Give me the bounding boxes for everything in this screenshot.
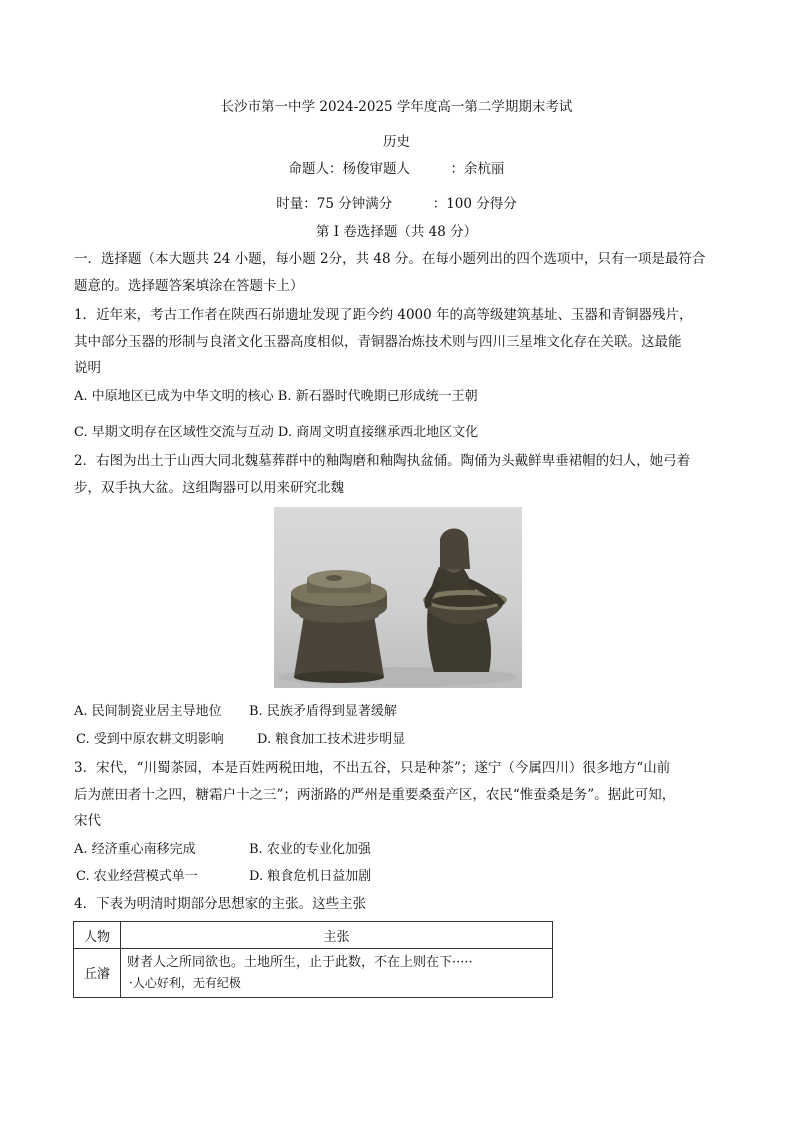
thinkers-table [73,921,553,998]
q4-stem-line1: 4．下表为明清时期部分思想家的主张。这些主张 [74,896,367,912]
q3-stem-line2: 后为蔗田者十之四，糖霜户十之三”；两浙路的严州是重要桑蚕产区，农民“惟蚕桑是务”。据此可知， [74,787,676,803]
q1-stem-line2: 其中部分玉器的形制与良渚文化玉器高度相似，青铜器冶炼技术则与四川三星堆文化存在关联。这最能 [74,334,682,350]
subject-title: 历史 [383,134,410,150]
pottery-photo [274,507,522,688]
q2-option-d: D. 粮食加工技术进步明显 [257,732,406,747]
q1-stem-line1: 1．近年来，考古工作者在陕西石峁遗址发现了距今约 4000 年的高等级建筑基址、玉器和青铜器残片， [74,307,693,323]
table-header-row [74,922,553,949]
time-line: 时量：75 分钟满分 ：100 分得分 [276,196,517,212]
table-header-claim: 主张 [121,922,553,949]
authors-line: 命题人：杨俊审题人 ：余杭丽 [288,161,505,177]
section-intro-line2: 题意的。选择题答案填涂在答题卡上） [74,278,304,294]
q3-option-a: A. 经济重心南移完成 [74,842,196,857]
table-cell-person: 丘濬 [74,949,121,998]
q3-option-d: D. 粮食危机日益加剧 [249,869,372,884]
claim-line1: 财者人之所同欲也。土地所生，止于此数，不在上则在下····· [127,955,473,970]
q1-stem-line3: 说明 [74,360,101,376]
pottery-image [274,507,522,688]
claim-line2: ·人心好利，无有纪极 [129,975,241,990]
section-intro-line1: 一．选择题（本大题共 24 小题，每小题 2分，共 48 分。在每小题列出的四个选项中，只有一项是最符合 [74,251,706,267]
q2-option-b: B. 民族矛盾得到显著缓解 [249,704,397,719]
q2-option-c: C. 受到中原农耕文明影响 [76,732,224,747]
table-row [74,949,553,998]
volume-title: 第 I 卷选择题（共 48 分） [315,224,478,240]
q2-stem-line2: 步，双手执大盆。这组陶器可以用来研究北魏 [74,480,344,496]
q3-option-b: B. 农业的专业化加强 [249,842,371,857]
q1-options-cd: C. 早期文明存在区域性交流与互动 D. 商周文明直接继承西北地区文化 [74,425,479,440]
exam-title: 长沙市第一中学 2024-2025 学年度高一第二学期期末考试 [220,99,573,115]
q3-stem-line3: 宋代 [74,813,101,829]
q3-stem-line1: 3．宋代，“川蜀茶园，本是百姓两税田地，不出五谷，只是种茶”；遂宁（今属四川）很多地方“山前 [74,760,671,776]
table-header-person: 人物 [74,922,121,949]
q2-option-a: A. 民间制瓷业居主导地位 [74,704,222,719]
table-cell-claim [121,949,553,998]
q2-stem-line1: 2．右图为出土于山西大同北魏墓葬群中的釉陶磨和釉陶执盆俑。陶俑为头戴鲜卑垂裙帽的妇人，她弓着 [74,453,691,469]
q1-options-ab: A. 中原地区已成为中华文明的核心 B. 新石器时代晚期已形成统一王朝 [74,389,478,404]
q3-option-c: C. 农业经营模式单一 [76,869,198,884]
